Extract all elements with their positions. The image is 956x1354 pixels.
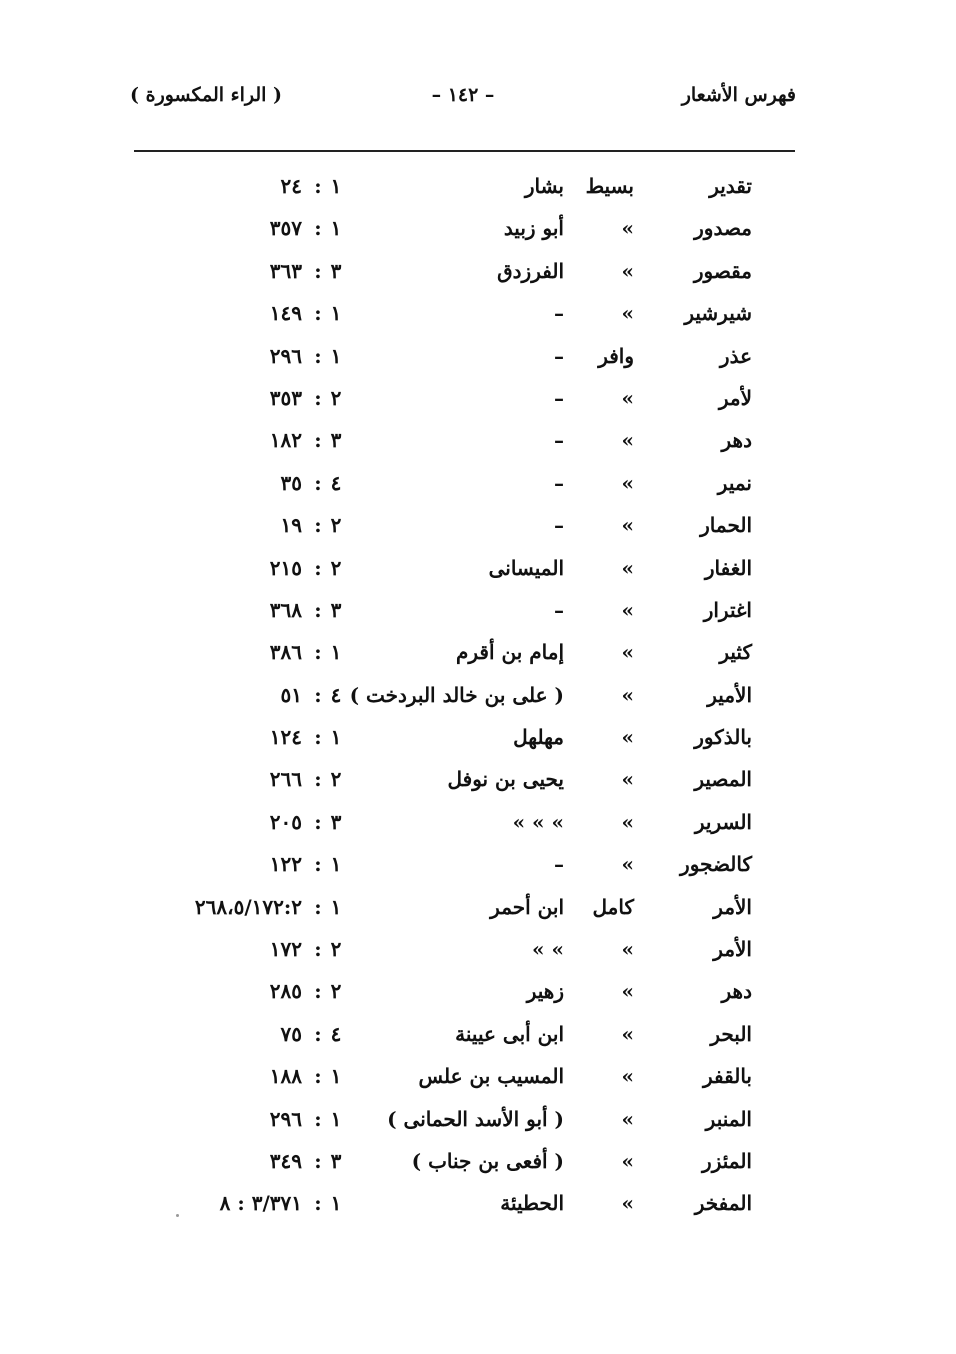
index-row <box>0 467 956 509</box>
rhyme-word: المصير <box>694 767 752 792</box>
page-reference: ٢٠٥ <box>269 809 302 834</box>
meter: وافر <box>598 343 634 368</box>
poet: الميسانى <box>488 555 564 580</box>
verse-count: ٢ <box>330 385 342 410</box>
index-row <box>0 1060 956 1102</box>
separator: : <box>314 428 322 453</box>
meter: » <box>621 555 634 580</box>
rhyme-word: المنبر <box>705 1106 752 1131</box>
poet: ( أبو الأسد الحمانى ) <box>387 1106 564 1131</box>
separator: : <box>314 937 322 962</box>
poet: – <box>554 428 564 453</box>
index-row <box>0 255 956 297</box>
verse-count: ١ <box>330 301 342 326</box>
index-row <box>0 806 956 848</box>
poet: الحطيئة <box>500 1191 564 1216</box>
page-reference: ٣٤٩ <box>269 1148 302 1173</box>
rhyme-word: مقصور <box>693 258 752 283</box>
meter: » <box>621 852 634 877</box>
index-row <box>0 340 956 382</box>
separator: : <box>314 1148 322 1173</box>
rhyme-word: الأمير <box>707 682 752 707</box>
separator: : <box>314 597 322 622</box>
poet: ابن أبى عيينة <box>455 1021 564 1046</box>
index-row <box>0 933 956 975</box>
index-row <box>0 382 956 424</box>
separator: : <box>314 555 322 580</box>
index-row <box>0 552 956 594</box>
header-rule <box>134 150 795 152</box>
separator: : <box>314 385 322 410</box>
page-reference: ٣٦٨ <box>269 597 302 622</box>
meter: » <box>621 1106 634 1131</box>
index-row <box>0 763 956 805</box>
poet: زهير <box>526 979 564 1004</box>
index-row <box>0 297 956 339</box>
poetry-index-table <box>0 170 956 1230</box>
index-row <box>0 212 956 254</box>
index-row <box>0 1145 956 1187</box>
separator: : <box>314 1191 322 1216</box>
index-row <box>0 594 956 636</box>
separator: : <box>314 1106 322 1131</box>
meter: » <box>621 470 634 495</box>
meter: » <box>621 682 634 707</box>
page-reference: ١٧٢ <box>269 937 302 962</box>
verse-count: ١ <box>330 725 342 750</box>
separator: : <box>314 979 322 1004</box>
rhyme-word: دهر <box>721 979 752 1004</box>
meter: كامل <box>592 894 634 919</box>
meter: » <box>621 385 634 410</box>
verse-count: ٣ <box>330 428 342 453</box>
meter: » <box>621 767 634 792</box>
index-row <box>0 679 956 721</box>
meter: بسيط <box>585 174 634 198</box>
poet: » » <box>532 937 564 962</box>
rhyme-word: الأمر <box>713 894 752 919</box>
verse-count: ١ <box>330 174 342 198</box>
poet: المسيب بن علس <box>418 1064 564 1089</box>
page-reference: ٢١٥ <box>269 555 302 580</box>
rhyme-word: كالضجور <box>680 852 752 877</box>
rhyme-word: نمير <box>717 470 752 495</box>
separator: : <box>314 343 322 368</box>
index-row <box>0 170 956 212</box>
index-row <box>0 1103 956 1145</box>
poet: – <box>554 301 564 326</box>
page-reference: ٢٤ <box>280 174 302 198</box>
separator: : <box>314 809 322 834</box>
index-row <box>0 509 956 551</box>
verse-count: ١ <box>330 343 342 368</box>
page-reference: ٥١ <box>280 682 302 707</box>
verse-count: ٣ <box>330 597 342 622</box>
poet: ( أفعى بن جناب ) <box>411 1148 564 1173</box>
verse-count: ١ <box>330 1106 342 1131</box>
page-reference: ٣٥٣ <box>269 385 302 410</box>
verse-count: ٤ <box>330 470 342 495</box>
page-reference: ٣/٣٧١ : ٨ <box>219 1191 302 1216</box>
poet: يحيى بن نوفل <box>447 767 564 792</box>
poet: » » » <box>512 809 564 834</box>
index-row <box>0 975 956 1017</box>
meter: » <box>621 809 634 834</box>
verse-count: ١ <box>330 1064 342 1089</box>
page-reference: ٣٨٦ <box>269 640 302 665</box>
separator: : <box>314 216 322 241</box>
verse-count: ٢ <box>330 979 342 1004</box>
verse-count: ٣ <box>330 1148 342 1173</box>
rhyme-word: المفخر <box>694 1191 752 1216</box>
meter: » <box>621 725 634 750</box>
meter: » <box>621 301 634 326</box>
index-row <box>0 848 956 890</box>
page-reference: ٢٦٦ <box>269 767 302 792</box>
verse-count: ٤ <box>330 682 342 707</box>
rhyme-word: الحمار <box>700 513 752 538</box>
meter: » <box>621 1191 634 1216</box>
index-row <box>0 636 956 678</box>
poet: – <box>554 385 564 410</box>
poet: – <box>554 852 564 877</box>
separator: : <box>314 852 322 877</box>
poet: مهلهل <box>513 725 564 750</box>
verse-count: ١ <box>330 216 342 241</box>
rhyme-word: دهر <box>721 428 752 453</box>
separator: : <box>314 1021 322 1046</box>
page-reference: ٢٨٥ <box>269 979 302 1004</box>
meter: » <box>621 937 634 962</box>
meter: » <box>621 513 634 538</box>
index-row <box>0 1018 956 1060</box>
separator: : <box>314 767 322 792</box>
poet: الفرزدق <box>497 258 564 283</box>
poet: بشار <box>524 174 564 198</box>
rhyme-word: بالقفر <box>702 1064 752 1089</box>
rhyme-word: المئزر <box>702 1148 752 1173</box>
index-row <box>0 1187 956 1229</box>
rhyme-word: الغفار <box>704 555 752 580</box>
separator: : <box>314 682 322 707</box>
separator: : <box>314 725 322 750</box>
verse-count: ٤ <box>330 1021 342 1046</box>
page-reference: ١٢٢ <box>269 852 302 877</box>
meter: » <box>621 428 634 453</box>
separator: : <box>314 258 322 283</box>
page-reference: ٧٥ <box>280 1021 302 1046</box>
page-reference: ٣٥٧ <box>269 216 302 241</box>
rhyme-word: تقدير <box>709 174 752 198</box>
poet: – <box>554 597 564 622</box>
page-header <box>130 84 796 124</box>
verse-count: ٣ <box>330 809 342 834</box>
verse-count: ٢ <box>330 513 342 538</box>
rhyme-word: عذر <box>719 343 752 368</box>
separator: : <box>314 640 322 665</box>
verse-count: ٢ <box>330 555 342 580</box>
verse-count: ٢ <box>330 767 342 792</box>
verse-count: ١ <box>330 1191 342 1216</box>
separator: : <box>314 174 322 198</box>
rhyme-word: مصدور <box>694 216 752 241</box>
poet: – <box>554 470 564 495</box>
index-row <box>0 424 956 466</box>
index-row <box>0 891 956 933</box>
section-label: ( الراء المكسورة ) <box>130 84 283 106</box>
rhyme-word: الأمر <box>713 937 752 962</box>
speck-mark <box>176 1214 179 1217</box>
separator: : <box>314 470 322 495</box>
poet: أبو زبيد <box>503 216 564 241</box>
page-reference: ٢٩٦ <box>269 1106 302 1131</box>
separator: : <box>314 301 322 326</box>
page-reference: ٣٥ <box>280 470 302 495</box>
meter: » <box>621 216 634 241</box>
rhyme-word: شيرشير <box>684 301 752 326</box>
meter: » <box>621 1021 634 1046</box>
poet: إمام بن أقرم <box>456 640 564 665</box>
separator: : <box>314 513 322 538</box>
page-reference: ١٤٩ <box>269 301 302 326</box>
rhyme-word: البحر <box>710 1021 752 1046</box>
rhyme-word: السرير <box>694 809 752 834</box>
page-number: – ١٤٢ – <box>431 84 495 106</box>
verse-count: ٢ <box>330 937 342 962</box>
poet: ابن أحمر <box>490 894 564 919</box>
meter: » <box>621 640 634 665</box>
running-title: فهرس الأشعار <box>681 84 796 106</box>
rhyme-word: اغترار <box>703 597 752 622</box>
verse-count: ١ <box>330 640 342 665</box>
page-reference: ١٨٨ <box>269 1064 302 1089</box>
page-reference: ١٩ <box>280 513 302 538</box>
meter: » <box>621 597 634 622</box>
rhyme-word: كثير <box>719 640 752 665</box>
separator: : <box>314 1064 322 1089</box>
page-reference: ١٢٤ <box>269 725 302 750</box>
rhyme-word: بالذكور <box>694 725 752 750</box>
meter: » <box>621 979 634 1004</box>
verse-count: ١ <box>330 894 342 919</box>
meter: » <box>621 1148 634 1173</box>
poet: – <box>554 343 564 368</box>
verse-count: ٣ <box>330 258 342 283</box>
page-reference: ١٨٢ <box>269 428 302 453</box>
verse-count: ١ <box>330 852 342 877</box>
index-row <box>0 721 956 763</box>
rhyme-word: لأمر <box>718 385 752 410</box>
meter: » <box>621 1064 634 1089</box>
poet: ( على بن خالد البردخت ) <box>349 682 564 707</box>
poet: – <box>554 513 564 538</box>
page-reference: ٢٦٨،٥/١٧٢:٢ <box>194 894 302 919</box>
page-reference: ٣٦٣ <box>269 258 302 283</box>
page-reference: ٢٩٦ <box>269 343 302 368</box>
meter: » <box>621 258 634 283</box>
separator: : <box>314 894 322 919</box>
